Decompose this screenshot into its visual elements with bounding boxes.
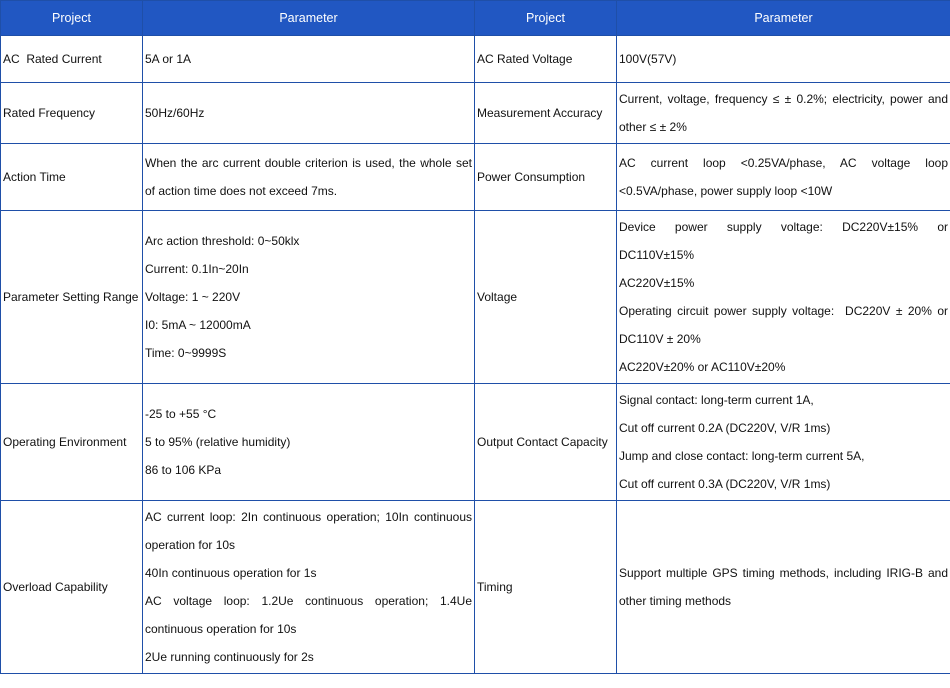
value-line: AC voltage loop: 1.2Ue continuous operation; 1.4Ue [145, 594, 472, 608]
table-row [1, 384, 950, 501]
value-output-contact-capacity [617, 384, 950, 501]
table-row [1, 36, 950, 83]
label-ac-rated-current: AC Rated Current [1, 36, 143, 83]
label-voltage: Voltage [475, 211, 617, 384]
value-line: Current, voltage, frequency ≤ ± 0.2%; electricity, power and [619, 92, 948, 106]
value-line: -25 to +55 °C [145, 407, 217, 421]
value-line: When the arc current double criterion is used, the whole set [145, 156, 472, 170]
value-line: <0.5VA/phase, power supply loop <10W [619, 184, 833, 198]
value-line: of action time does not exceed 7ms. [145, 184, 338, 198]
label-output-contact-capacity: Output Contact Capacity [475, 384, 617, 501]
table-row [1, 144, 950, 211]
value-line: Support multiple GPS timing methods, including IRIG-B and [619, 566, 948, 580]
label-timing: Timing [475, 501, 617, 674]
value-line: Operating circuit power supply voltage: DC220V ± 20% or [619, 304, 948, 318]
header-project-left: Project [1, 1, 143, 36]
value-line: Device power supply voltage: DC220V±15% or [619, 220, 948, 234]
header-parameter-left: Parameter [143, 1, 475, 36]
value-overload-capability [143, 501, 475, 674]
value-line: Cut off current 0.2A (DC220V, V/R 1ms) [619, 421, 831, 435]
value-measurement-accuracy [617, 83, 950, 144]
value-rated-frequency [143, 83, 475, 144]
value-line: 5A or 1A [145, 52, 192, 66]
value-line: 2Ue running continuously for 2s [145, 650, 314, 664]
value-line: 86 to 106 KPa [145, 463, 222, 477]
value-line: Cut off current 0.3A (DC220V, V/R 1ms) [619, 477, 831, 491]
table-row [1, 501, 950, 674]
value-line: Arc action threshold: 0~50klx [145, 234, 300, 248]
value-line: I0: 5mA ~ 12000mA [145, 318, 251, 332]
value-action-time [143, 144, 475, 211]
label-measurement-accuracy: Measurement Accuracy [475, 83, 617, 144]
value-line: AC current loop <0.25VA/phase, AC voltage loop [619, 156, 948, 170]
value-line: DC110V±15% [619, 248, 695, 262]
header-parameter-right: Parameter [617, 1, 950, 36]
value-line: continuous operation for 10s [145, 622, 297, 636]
value-line: AC220V±15% [619, 276, 695, 290]
value-line: 5 to 95% (relative humidity) [145, 435, 291, 449]
label-power-consumption: Power Consumption [475, 144, 617, 211]
value-line: 50Hz/60Hz [145, 106, 205, 120]
value-voltage [617, 211, 950, 384]
value-line: Signal contact: long-term current 1A, [619, 393, 814, 407]
value-operating-environment [143, 384, 475, 501]
value-line: Voltage: 1 ~ 220V [145, 290, 241, 304]
label-operating-environment: Operating Environment [1, 384, 143, 501]
value-line: operation for 10s [145, 538, 236, 552]
value-line: other timing methods [619, 594, 732, 608]
value-line: Time: 0~9999S [145, 346, 227, 360]
value-power-consumption [617, 144, 950, 211]
value-line: other ≤ ± 2% [619, 120, 687, 134]
table-row [1, 83, 950, 144]
value-line: 40In continuous operation for 1s [145, 566, 317, 580]
label-rated-frequency: Rated Frequency [1, 83, 143, 144]
value-line: Current: 0.1In~20In [145, 262, 249, 276]
value-line: Jump and close contact: long-term current 5A, [619, 449, 865, 463]
value-line: 100V(57V) [619, 52, 677, 66]
label-parameter-setting-range: Parameter Setting Range [1, 211, 143, 384]
label-overload-capability: Overload Capability [1, 501, 143, 674]
label-ac-rated-voltage: AC Rated Voltage [475, 36, 617, 83]
value-ac-rated-current [143, 36, 475, 83]
label-action-time: Action Time [1, 144, 143, 211]
value-timing [617, 501, 950, 674]
value-line: AC220V±20% or AC110V±20% [619, 360, 786, 374]
header-row [1, 1, 950, 36]
value-line: AC current loop: 2In continuous operation; 10In continuous [145, 510, 472, 524]
value-parameter-setting-range [143, 211, 475, 384]
value-line: DC110V ± 20% [619, 332, 701, 346]
value-ac-rated-voltage [617, 36, 950, 83]
table-row [1, 211, 950, 384]
header-project-right: Project [475, 1, 617, 36]
